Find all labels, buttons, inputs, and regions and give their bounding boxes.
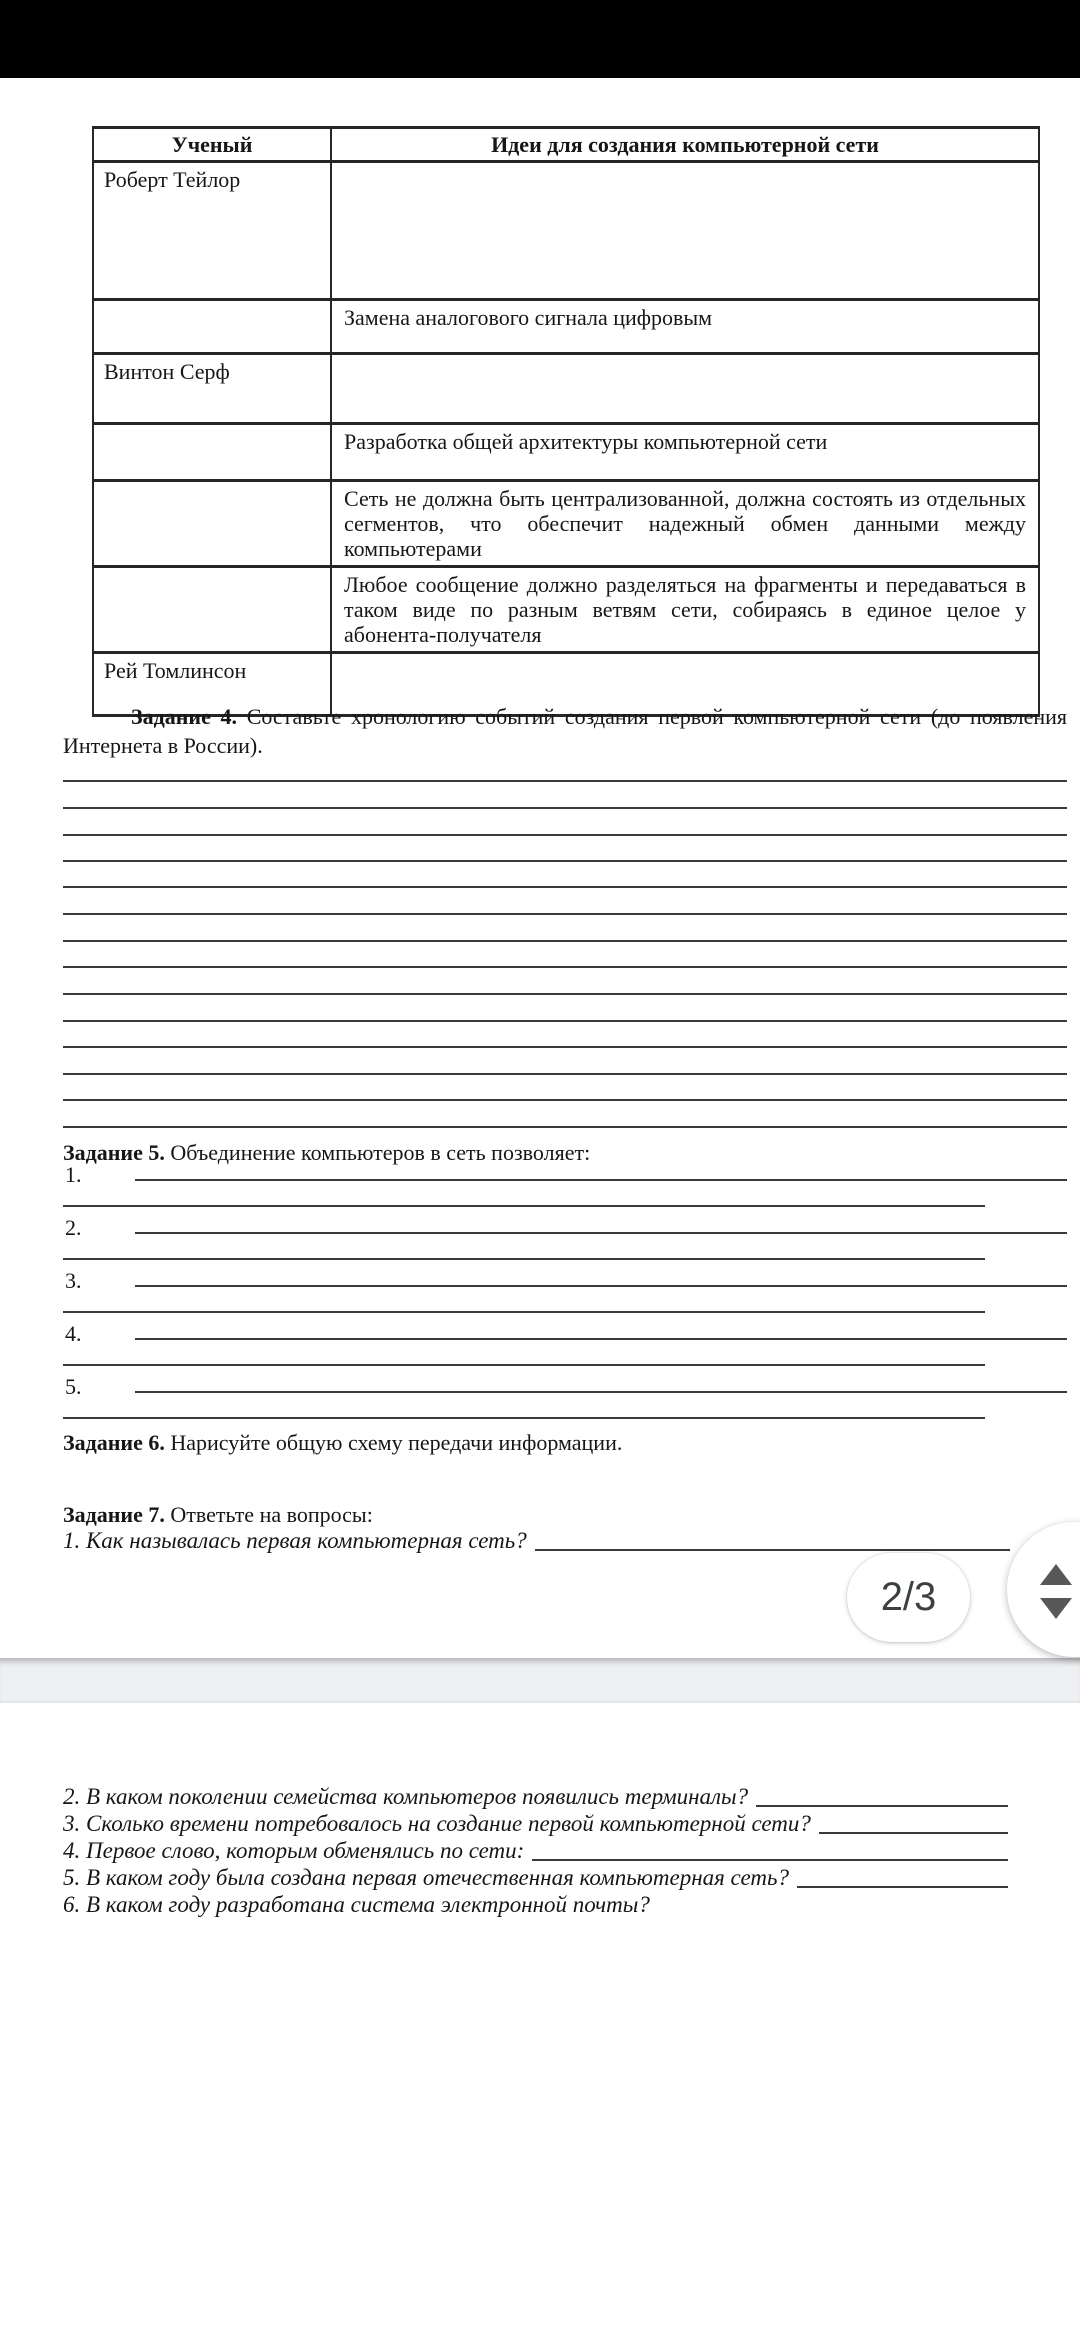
- task6-label: Задание 6.: [63, 1430, 165, 1455]
- answer-line: [535, 1549, 1010, 1551]
- scroll-down-icon[interactable]: [1040, 1598, 1072, 1619]
- cell-idea-2: Замена аналогового сигнала цифровым: [331, 300, 1039, 354]
- table-row: [93, 300, 1039, 354]
- question-3: [63, 1811, 1008, 1837]
- column-header-scientist: Ученый: [93, 128, 331, 162]
- list-item-number: 1.: [65, 1162, 82, 1187]
- table-row: [93, 424, 1039, 481]
- answer-line: [63, 780, 1067, 782]
- list-item-number: 4.: [65, 1321, 82, 1346]
- answer-line: [63, 1205, 985, 1207]
- question-4: [63, 1838, 1008, 1864]
- table-header-row: [93, 128, 1039, 162]
- answer-line: [63, 886, 1067, 888]
- answer-line: [819, 1832, 1008, 1834]
- task7-heading: [63, 1502, 1067, 1528]
- table-row: [93, 162, 1039, 300]
- answer-line: [63, 1020, 1067, 1022]
- answer-line: [135, 1232, 1067, 1234]
- answer-line: [63, 940, 1067, 942]
- question-3-text: 3. Сколько времени потребовалось на создание первой компьютерной сети?: [63, 1811, 811, 1836]
- answer-line: [135, 1179, 1067, 1181]
- cell-scientist-2: [93, 300, 331, 354]
- table-row: [93, 481, 1039, 567]
- answer-line: [63, 1364, 985, 1366]
- answer-line: [63, 1126, 1067, 1128]
- task4-label: Задание 4.: [131, 704, 238, 729]
- cell-scientist-6: [93, 567, 331, 653]
- question-6: [63, 1892, 1008, 1918]
- task6-heading: [63, 1430, 1067, 1456]
- fast-scroll-handle[interactable]: [1007, 1522, 1080, 1657]
- question-1-text: 1. Как называлась первая компьютерная сеть?: [63, 1528, 527, 1553]
- page-indicator-pill: [847, 1553, 970, 1642]
- answer-line: [63, 1258, 985, 1260]
- answer-line: [63, 834, 1067, 836]
- table-row: [93, 354, 1039, 424]
- cell-scientist-5: [93, 481, 331, 567]
- answer-line: [63, 860, 1067, 862]
- question-5-text: 5. В каком году была создана первая отечественная компьютерная сеть?: [63, 1865, 789, 1890]
- answer-line: [135, 1285, 1067, 1287]
- task5-text: Объединение компьютеров в сеть позволяет:: [170, 1140, 591, 1165]
- list-item-number: 3.: [65, 1268, 82, 1293]
- answer-line: [63, 1046, 1067, 1048]
- cell-idea-3: [331, 354, 1039, 424]
- question-5: [63, 1865, 1008, 1891]
- scroll-up-icon[interactable]: [1040, 1564, 1072, 1585]
- answer-line: [63, 1311, 985, 1313]
- cell-idea-4: Разработка общей архитектуры компьютерной сети: [331, 424, 1039, 481]
- answer-line: [135, 1391, 1067, 1393]
- cell-idea-6: Любое сообщение должно разделяться на фрагменты и передаваться в таком виде по разным ветвям сети, собираясь в единое целое у абонента-получателя: [331, 567, 1039, 653]
- question-6-text: 6. В каком году разработана система электронной почты?: [63, 1892, 650, 1917]
- answer-line: [63, 1073, 1067, 1075]
- answer-line: [63, 913, 1067, 915]
- task7-label: Задание 7.: [63, 1502, 165, 1527]
- task4-heading: [63, 702, 1067, 760]
- cell-scientist-3: Винтон Серф: [93, 354, 331, 424]
- task5-label: Задание 5.: [63, 1140, 165, 1165]
- cell-scientist-1: Роберт Тейлор: [93, 162, 331, 300]
- answer-line: [63, 1417, 985, 1419]
- table-row: [93, 567, 1039, 653]
- question-4-text: 4. Первое слово, которым обменялись по сети:: [63, 1838, 525, 1863]
- task7-text: Ответьте на вопросы:: [170, 1502, 373, 1527]
- answer-line: [797, 1886, 1008, 1888]
- answer-line: [63, 1099, 1067, 1101]
- answer-line: [63, 807, 1067, 809]
- answer-line: [63, 966, 1067, 968]
- page-gap: [0, 1658, 1080, 1703]
- answer-line: [532, 1859, 1008, 1861]
- scientists-table: [92, 126, 1040, 717]
- task6-text: Нарисуйте общую схему передачи информации.: [170, 1430, 623, 1455]
- cell-idea-1: [331, 162, 1039, 300]
- cell-scientist-7: Рей Томлинсон: [93, 653, 331, 716]
- answer-line: [135, 1338, 1067, 1340]
- list-item-number: 5.: [65, 1374, 82, 1399]
- question-2-text: 2. В каком поколении семейства компьютеров появились терминалы?: [63, 1784, 749, 1809]
- cell-idea-5: Сеть не должна быть централизованной, должна состоять из отдельных сегментов, что обеспечит надежный обмен данными между компьютерами: [331, 481, 1039, 567]
- page-indicator-text: 2/3: [880, 1575, 937, 1619]
- answer-line: [756, 1805, 1008, 1807]
- status-bar: [0, 0, 1080, 78]
- question-1: [63, 1528, 1010, 1554]
- task4-text: Составьте хронологию событий создания первой компьютерной сети (до появления Интернета в России).: [63, 704, 1068, 758]
- list-item-number: 2.: [65, 1215, 82, 1240]
- answer-line: [63, 993, 1067, 995]
- task5-heading: [63, 1140, 1067, 1166]
- cell-scientist-4: [93, 424, 331, 481]
- question-2: [63, 1784, 1008, 1810]
- column-header-idea: Идеи для создания компьютерной сети: [331, 128, 1039, 162]
